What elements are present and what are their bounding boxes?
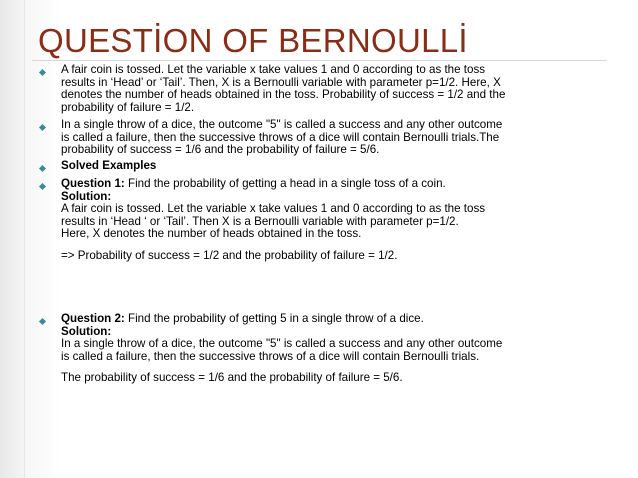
left-decorative-band: [0, 0, 60, 478]
slide-title: QUESTİON OF BERNOULLİ: [38, 22, 468, 59]
text-line: results in ‘Head ‘ or ‘Tail’. Then X is a Bernoulli variable with parameter p=1/2.: [61, 214, 459, 228]
solution-label: Solution:: [61, 189, 112, 203]
question-label: Question 2:: [61, 312, 125, 325]
text-line: results in ‘Head’ or ‘Tail’. Then, X is a Bernoulli variable with parameter p=1/2. Here, X: [61, 75, 501, 89]
text-line: is called a failure, then the successive throws of a dice will contain Bernoulli trials.: [61, 349, 480, 363]
text-line: In a single throw of a dice, the outcome "5" is called a success and any other outcome: [61, 118, 503, 131]
left-band-line: [24, 0, 25, 478]
text-line: is called a failure, then the successive throws of a dice will contain Bernoulli trials.The: [61, 130, 500, 144]
result-line: => Probability of success = 1/2 and the probability of failure = 1/2.: [61, 248, 398, 262]
bullet-body: [61, 178, 539, 262]
text-line: probability of failure = 1/2.: [61, 100, 195, 114]
section-heading: Solved Examples: [61, 159, 157, 172]
question-line: [61, 313, 539, 326]
bullet-body: [61, 313, 539, 385]
question-line: [61, 178, 539, 191]
text-line: Here, X denotes the number of heads obtained in the toss.: [61, 227, 362, 240]
question-text: Find the probability of getting 5 in a single throw of a dice.: [124, 312, 424, 325]
text-line: A fair coin is tossed. Let the variable x take values 1 and 0 according to as the toss: [61, 202, 486, 215]
text-line: denotes the number of heads obtained in the toss. Probability of success = 1/2 and the: [61, 88, 506, 101]
question-text: Find the probability of getting a head in a single toss of a coin.: [124, 177, 446, 190]
bullet-body: [61, 160, 539, 173]
text-line: A fair coin is tossed. Let the variable x take values 1 and 0 according to as the toss: [61, 63, 486, 76]
text-line: probability of success = 1/6 and the probability of failure = 5/6.: [61, 143, 380, 156]
solution-label: Solution:: [61, 324, 112, 338]
result-line: The probability of success = 1/6 and the probability of failure = 5/6.: [61, 371, 403, 384]
bullet-body: [61, 119, 539, 157]
question-label: Question 1:: [61, 177, 125, 190]
title-divider: [32, 60, 607, 61]
bullet-body: [61, 64, 539, 114]
text-line: In a single throw of a dice, the outcome "5" is called a success and any other outcome: [61, 337, 503, 350]
